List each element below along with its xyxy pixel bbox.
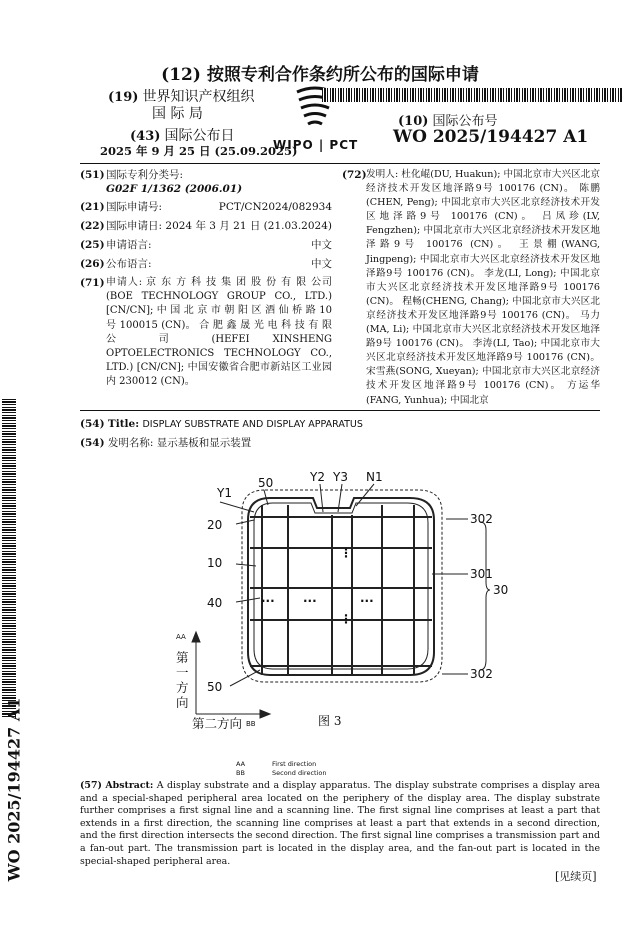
- figure-drawing: [170, 470, 520, 750]
- title-rule: [80, 410, 600, 411]
- pubno-code: (10): [398, 114, 429, 129]
- field-ipc-code: (51): [80, 169, 105, 181]
- label-10: 10: [207, 556, 223, 570]
- field-ipc: [80, 168, 332, 196]
- pubdate-code: (43): [130, 129, 161, 144]
- field-appdate-value: 2024 年 3 月 21 日 (21.03.2024): [165, 220, 332, 232]
- legend-bb: BB: [236, 769, 245, 777]
- title-en: [80, 417, 600, 432]
- title-cn-label: 发明名称:: [107, 437, 154, 449]
- title-cn: [80, 436, 600, 450]
- dots-vertical-bottom: ⋮: [340, 612, 352, 626]
- field-appdate-code: (22): [80, 220, 105, 232]
- continued-note: [见续页]: [555, 870, 597, 883]
- field-filing-lang-value: 中文: [311, 239, 332, 251]
- field-filing-lang-label: 申请语言:: [106, 239, 152, 251]
- label-30: 30: [493, 583, 509, 597]
- title-en-code: (54): [80, 418, 105, 430]
- title-en-label: Title:: [107, 418, 140, 430]
- label-302-bottom: 302: [470, 667, 493, 681]
- header-rule: [80, 163, 600, 164]
- label-y2: Y2: [310, 470, 325, 484]
- abstract: [80, 780, 600, 868]
- figure-caption: 图 3: [318, 714, 342, 728]
- field-pub-lang-code: (26): [80, 258, 105, 270]
- field-ipc-value: G02F 1/1362 (2006.01): [106, 183, 243, 195]
- field-inventors: [342, 168, 600, 408]
- field-inventors-code: (72): [342, 169, 367, 181]
- org-sub: 国 际 局: [152, 106, 203, 122]
- field-appno-value: PCT/CN2024/082934: [218, 201, 332, 213]
- field-applicant-code: (71): [80, 277, 105, 289]
- dots-horizontal-mid: ···: [303, 594, 317, 608]
- label-bb: BB: [246, 720, 256, 728]
- label-y1: Y1: [217, 486, 232, 500]
- side-pub-number: WO 2025/194427 A1: [4, 697, 24, 882]
- label-40: 40: [207, 596, 223, 610]
- legend-bb-text: Second direction: [272, 769, 327, 777]
- label-50-top: 50: [258, 476, 274, 490]
- wipo-pct-text: WIPO | PCT: [273, 138, 359, 152]
- field-appno-code: (21): [80, 201, 105, 213]
- label-second-direction: 第二方向: [192, 716, 243, 731]
- field-ipc-label: 国际专利分类号:: [106, 169, 184, 181]
- label-50-bottom: 50: [207, 680, 223, 694]
- field-applicant: [80, 276, 332, 390]
- pubdate-value: 2025 年 9 月 25 日 (25.09.2025): [100, 144, 298, 158]
- label-aa: AA: [176, 633, 186, 641]
- pubno-value: WO 2025/194427 A1: [393, 127, 589, 147]
- title-en-value: DISPLAY SUBSTRATE AND DISPLAY APPARATUS: [142, 419, 363, 430]
- pubdate-block: [130, 125, 235, 145]
- abstract-text: A display substrate and a display apparatus. The display substrate comprises a display area and a special-shaped peripheral area located on the periphery of the display area. The display substrate further comprises a first signal line and a scanning line. The first signal line comprises at least a part that extends in a first direction, the scanning line comprises at least a part that extends in a second direction, and the first direction intersects the second direction. The first signal line comprises a transmission part and a fan-out part. The transmission part is located in the display area, and the fan-out part is located in the special-shaped peripheral area.: [80, 780, 600, 867]
- abstract-label: Abstract:: [105, 780, 154, 791]
- pubno-label: 国际公布号: [432, 114, 498, 129]
- label-first-direction: 第一方向: [176, 650, 189, 710]
- dots-horizontal-left: ···: [261, 594, 275, 608]
- label-y3: Y3: [333, 470, 348, 484]
- figure-legend: [236, 760, 326, 778]
- pubdate-label: 国际公布日: [164, 128, 235, 144]
- document-title: (12) 按照专利合作条约所公布的国际申请: [161, 65, 479, 85]
- legend-aa-text: First direction: [272, 760, 317, 768]
- field-inventors-text: 发明人: 杜化崐(DU, Huakun); 中国北京市大兴区北京经济技术开发区地泽路9号 100176 (CN)。 陈鹏(CHEN, Peng); 中国北京市大兴区北京经济技术开发区地泽路9号 100176 (CN)。 吕凤珍(LV, Fengzhen); 中国北京市大兴区北京经济技术开发区地泽路9号 100176 (CN)。 王景棚(WANG, Jingpeng); 中国北京市大兴区北京经济技术开发区地泽路9号 100176 (CN)。 李龙(LI, Long); 中国北京市大兴区北京经济技术开发区地泽路9号 100176 (CN)。 程畅(CHENG, Chang); 中国北京市大兴区北京经济技术开发区地泽路9号 100176 (CN)。 马力(MA, Li); 中国北京市大兴区北京经济技术开发区地泽路9号 100176 (CN)。 李涛(LI, Tao); 中国北京市大兴区北京经济技术开发区地泽路9号 100176 (CN)。 宋雪燕(SONG, Xueyan); 中国北京市大兴区北京经济技术开发区地泽路9号 100176 (CN)。 方运华(FANG, Yunhua); 中国北京: [366, 169, 600, 406]
- label-302-top: 302: [470, 512, 493, 526]
- label-20: 20: [207, 518, 223, 532]
- figure-3: [170, 470, 520, 750]
- field-appno-label: 国际申请号:: [106, 201, 163, 213]
- title-cn-code: (54): [80, 437, 105, 449]
- title-cn-value: 显示基板和显示装置: [156, 437, 252, 449]
- abstract-code: (57): [80, 780, 102, 791]
- field-pub-lang-value: 中文: [311, 258, 332, 270]
- org-code: (19): [108, 90, 139, 105]
- barcode-icon: [322, 88, 622, 102]
- field-appdate-label: 国际申请日:: [106, 220, 163, 232]
- legend-aa: AA: [236, 760, 246, 768]
- org-name: 世界知识产权组织: [142, 89, 255, 105]
- field-pub-lang-label: 公布语言:: [106, 258, 152, 270]
- label-n1: N1: [366, 470, 383, 484]
- label-301: 301: [470, 567, 493, 581]
- field-filing-lang-code: (25): [80, 239, 105, 251]
- dots-vertical-top: ⋮: [340, 546, 352, 560]
- field-applicant-text: 申请人: 京 东 方 科 技 集 团 股 份 有 限 公司(BOE TECHNOLOGY GROUP CO., LTD.) [CN/CN]; 中 国 北 京 市 朝 阳 区 酒 仙 桥 路 10 号 100015 (CN)。 合 肥 鑫 晟 光 电 科 技 有 限 公 司 (HEFEI XINSHENG OPTOELECTRONICS TECHNOLOGY CO., LTD.) [CN/CN]; 中国安徽省合肥市新站区工业园内 230012 (CN)。: [106, 277, 332, 388]
- dots-horizontal-right: ···: [360, 594, 374, 608]
